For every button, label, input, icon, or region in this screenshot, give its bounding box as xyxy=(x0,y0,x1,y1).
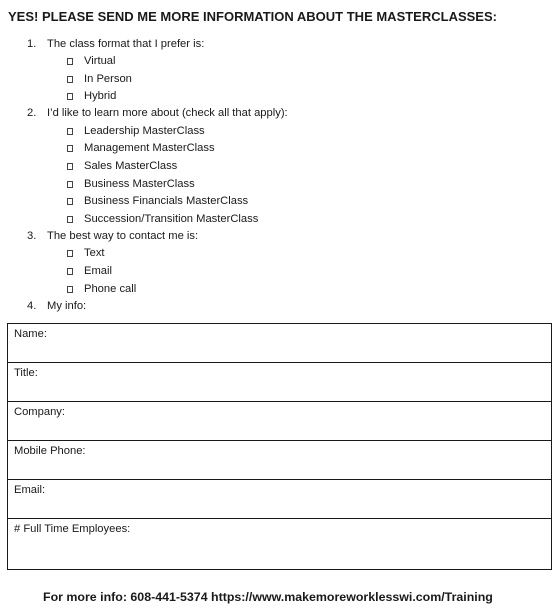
field-label: Name: xyxy=(14,328,47,340)
question-text: I’d like to learn more about (check all that apply): xyxy=(47,107,288,119)
option-business-financials-masterclass[interactable] xyxy=(67,195,248,207)
option-email[interactable] xyxy=(67,265,112,277)
title-field[interactable] xyxy=(8,363,551,402)
option-management-masterclass[interactable] xyxy=(67,142,215,154)
option-label: Business Financials MasterClass xyxy=(84,195,249,207)
option-label: Leadership MasterClass xyxy=(84,125,205,137)
option-text[interactable] xyxy=(67,247,105,259)
field-label: # Full Time Employees: xyxy=(14,523,131,535)
checkbox-icon[interactable] xyxy=(67,163,73,170)
email-field[interactable] xyxy=(8,480,551,519)
field-label: Company: xyxy=(14,406,65,418)
option-in-person[interactable] xyxy=(67,73,132,85)
option-label: Management MasterClass xyxy=(84,142,215,154)
question-number: 1. xyxy=(27,38,37,50)
option-hybrid[interactable] xyxy=(67,90,116,102)
question-text: The class format that I prefer is: xyxy=(47,38,205,50)
option-label: Email xyxy=(84,265,112,277)
checkbox-icon[interactable] xyxy=(67,93,73,100)
option-phone-call[interactable] xyxy=(67,283,136,295)
question-text: The best way to contact me is: xyxy=(47,230,199,242)
field-label: Email: xyxy=(14,484,46,496)
checkbox-icon[interactable] xyxy=(67,198,73,205)
option-virtual[interactable] xyxy=(67,55,116,67)
employees-field[interactable] xyxy=(8,519,551,569)
question-1 xyxy=(27,38,204,50)
info-table xyxy=(7,323,552,570)
mobile-phone-field[interactable] xyxy=(8,441,551,480)
checkbox-icon[interactable] xyxy=(67,286,73,293)
option-sales-masterclass[interactable] xyxy=(67,160,177,172)
option-label: Business MasterClass xyxy=(84,178,195,190)
checkbox-icon[interactable] xyxy=(67,216,73,223)
name-field[interactable] xyxy=(8,324,551,363)
checkbox-icon[interactable] xyxy=(67,250,73,257)
option-label: In Person xyxy=(84,73,132,85)
option-succession-transition-masterclass[interactable] xyxy=(67,213,258,225)
question-number: 4. xyxy=(27,300,37,312)
option-label: Virtual xyxy=(84,55,116,67)
checkbox-icon[interactable] xyxy=(67,268,73,275)
option-label: Sales MasterClass xyxy=(84,160,178,172)
question-4 xyxy=(27,300,86,312)
company-field[interactable] xyxy=(8,402,551,441)
option-label: Hybrid xyxy=(84,90,117,102)
checkbox-icon[interactable] xyxy=(67,58,73,65)
checkbox-icon[interactable] xyxy=(67,76,73,83)
option-label: Phone call xyxy=(84,283,137,295)
question-number: 3. xyxy=(27,230,37,242)
question-3 xyxy=(27,230,198,242)
form-heading: YES! PLEASE SEND ME MORE INFORMATION ABOUT THE MASTERCLASSES: xyxy=(8,9,497,24)
option-business-masterclass[interactable] xyxy=(67,178,195,190)
checkbox-icon[interactable] xyxy=(67,181,73,188)
field-label: Mobile Phone: xyxy=(14,445,86,457)
question-2 xyxy=(27,107,288,119)
footer-contact-info: For more info: 608-441-5374 https://www.makemoreworklesswi.com/Training xyxy=(43,590,493,604)
option-label: Succession/Transition MasterClass xyxy=(84,213,259,225)
option-label: Text xyxy=(84,247,105,259)
checkbox-icon[interactable] xyxy=(67,145,73,152)
option-leadership-masterclass[interactable] xyxy=(67,125,205,137)
field-label: Title: xyxy=(14,367,38,379)
question-number: 2. xyxy=(27,107,37,119)
checkbox-icon[interactable] xyxy=(67,128,73,135)
question-text: My info: xyxy=(47,300,87,312)
